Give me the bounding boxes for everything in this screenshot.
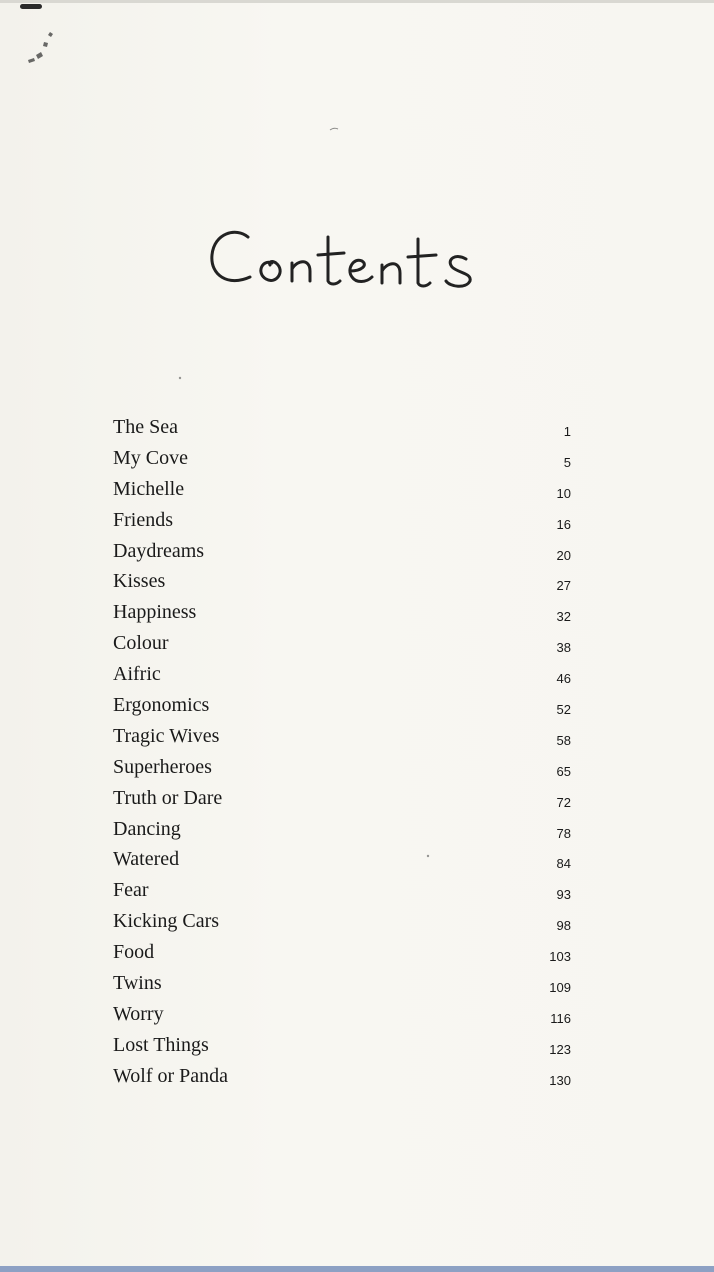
toc-entry[interactable]: [113, 1001, 573, 1032]
toc-entry-page-number: 78: [556, 825, 571, 841]
toc-entry[interactable]: [113, 723, 573, 754]
toc-entry-title: Daydreams: [113, 539, 205, 562]
toc-entry[interactable]: [113, 445, 573, 476]
toc-entry[interactable]: [113, 908, 573, 939]
toc-entry-title: The Sea: [113, 416, 178, 438]
toc-entry-page-number: 98: [556, 918, 571, 934]
toc-entry-page-number: 72: [556, 794, 571, 810]
toc-entry-page-number: 116: [550, 1010, 571, 1026]
toc-entry[interactable]: [113, 785, 573, 816]
toc-entry[interactable]: [113, 846, 573, 877]
toc-entry-page-number: 5: [563, 454, 571, 470]
toc-entry[interactable]: [113, 568, 573, 599]
toc-entry-title: Food: [113, 941, 155, 964]
handwritten-title-icon: [200, 215, 490, 300]
toc-entry[interactable]: [113, 507, 573, 538]
toc-entry-title: Tragic Wives: [113, 724, 220, 747]
toc-entry-page-number: 58: [556, 732, 571, 748]
toc-entry[interactable]: [113, 1063, 573, 1094]
toc-entry[interactable]: [113, 939, 573, 970]
toc-entry[interactable]: [113, 754, 573, 785]
toc-entry[interactable]: [113, 661, 573, 692]
toc-entry-title: Colour: [113, 632, 169, 655]
toc-entry-page-number: 38: [556, 640, 571, 656]
toc-entry-page-number: 27: [556, 578, 571, 594]
toc-entry[interactable]: [113, 816, 573, 847]
toc-entry[interactable]: [113, 630, 573, 661]
toc-entry-title: Superheroes: [113, 755, 212, 778]
toc-entry-title: Ergonomics: [113, 694, 210, 717]
toc-entry-page-number: 109: [549, 980, 571, 996]
toc-entry[interactable]: [113, 538, 573, 569]
toc-entry-page-number: 130: [549, 1072, 571, 1088]
toc-entry[interactable]: [113, 599, 573, 630]
toc-entry[interactable]: [113, 1032, 573, 1063]
toc-entry-page-number: 46: [556, 671, 571, 687]
toc-entry[interactable]: [113, 970, 573, 1001]
toc-entry[interactable]: [113, 476, 573, 507]
toc-entry-title: Michelle: [113, 477, 185, 500]
toc-entry-page-number: 65: [556, 763, 571, 779]
toc-entry-title: Worry: [113, 1002, 164, 1025]
toc-entry-title: Kicking Cars: [113, 910, 220, 933]
toc-entry-page-number: 1: [563, 424, 571, 439]
table-of-contents: [113, 414, 573, 1094]
toc-entry-title: Fear: [113, 879, 149, 902]
toc-entry[interactable]: [113, 414, 573, 445]
page-bottom-edge: [0, 1266, 714, 1272]
toc-entry-title: Twins: [113, 972, 162, 995]
toc-entry-title: Friends: [113, 508, 173, 531]
toc-entry[interactable]: [113, 877, 573, 908]
toc-entry-title: Aifric: [113, 663, 161, 686]
toc-entry-page-number: 84: [556, 856, 571, 872]
toc-entry-page-number: 103: [549, 949, 571, 965]
toc-entry-title: Dancing: [113, 817, 181, 840]
toc-entry-page-number: 20: [556, 547, 571, 563]
toc-entry-page-number: 32: [556, 609, 571, 625]
toc-entry-title: Wolf or Panda: [113, 1064, 229, 1087]
toc-entry-title: My Cove: [113, 446, 188, 469]
toc-entry-page-number: 10: [556, 485, 571, 501]
toc-entry-page-number: 16: [556, 516, 571, 532]
page-title: [200, 215, 490, 300]
toc-entry-page-number: 93: [556, 887, 571, 903]
toc-entry-title: Truth or Dare: [113, 786, 223, 809]
toc-entry-title: Kisses: [113, 570, 166, 593]
toc-entry-page-number: 52: [556, 702, 571, 718]
toc-entry-title: Lost Things: [113, 1033, 209, 1056]
toc-entry-title: Watered: [113, 848, 180, 871]
toc-entry[interactable]: [113, 692, 573, 723]
toc-entry-title: Happiness: [113, 601, 197, 624]
toc-entry-page-number: 123: [549, 1041, 571, 1057]
